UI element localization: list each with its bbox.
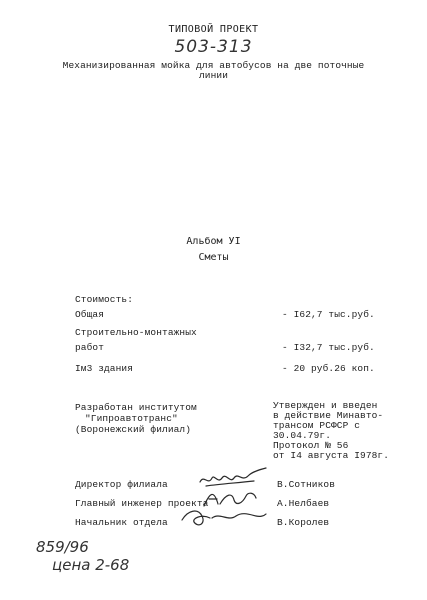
approval-line-1: Утвержден и введен	[273, 400, 378, 411]
signatory-role: Главный инженер проекта	[75, 498, 209, 509]
approval-protocol-date: от I4 августа I978г.	[273, 450, 390, 461]
cost-row-value: - I32,7 тыс.руб.	[282, 342, 375, 353]
cost-row-value: - I62,7 тыс.руб.	[282, 309, 375, 320]
department-head-signature	[176, 504, 268, 530]
approval-date: 30.04.79г.	[273, 430, 332, 441]
cost-row-label: Iм3 здания	[75, 363, 134, 374]
developer-line-3: (Воронежский филиал)	[75, 424, 192, 435]
project-code: 503-313	[174, 37, 253, 57]
project-description-line-1: Механизированная мойка для автобусов на две поточные	[62, 60, 365, 71]
signatory-role: Директор филиала	[75, 479, 168, 490]
project-description-line-2: линии	[198, 70, 228, 81]
project-type-title: ТИПОВОЙ ПРОЕКТ	[168, 24, 259, 35]
developer-line-2: "Гипроавтотранс"	[85, 413, 178, 424]
approval-protocol: Протокол № 56	[273, 440, 349, 451]
cost-row-label: работ	[75, 342, 105, 353]
approval-line-2: в действие Минавто-	[273, 410, 384, 421]
cost-row-label: Общая	[75, 309, 105, 320]
cost-row-label: Строительно-монтажных	[75, 327, 197, 338]
album-subtitle: Сметы	[198, 252, 229, 263]
signatory-name: В.Королев	[277, 517, 330, 528]
approval-line-3: трансом РСФСР с	[273, 420, 361, 431]
signatory-role: Начальник отдела	[75, 517, 168, 528]
cost-row-value: - 20 руб.26 коп.	[282, 363, 375, 374]
handwritten-price: цена 2-68	[52, 556, 130, 574]
handwritten-number: 859/96	[36, 538, 89, 556]
album-label: Альбом УI	[186, 236, 241, 247]
cost-heading: Стоимость:	[75, 294, 134, 305]
signatory-name: В.Сотников	[277, 479, 336, 490]
signatory-name: А.Нелбаев	[277, 498, 330, 509]
developer-line-1: Разработан институтом	[75, 402, 197, 413]
